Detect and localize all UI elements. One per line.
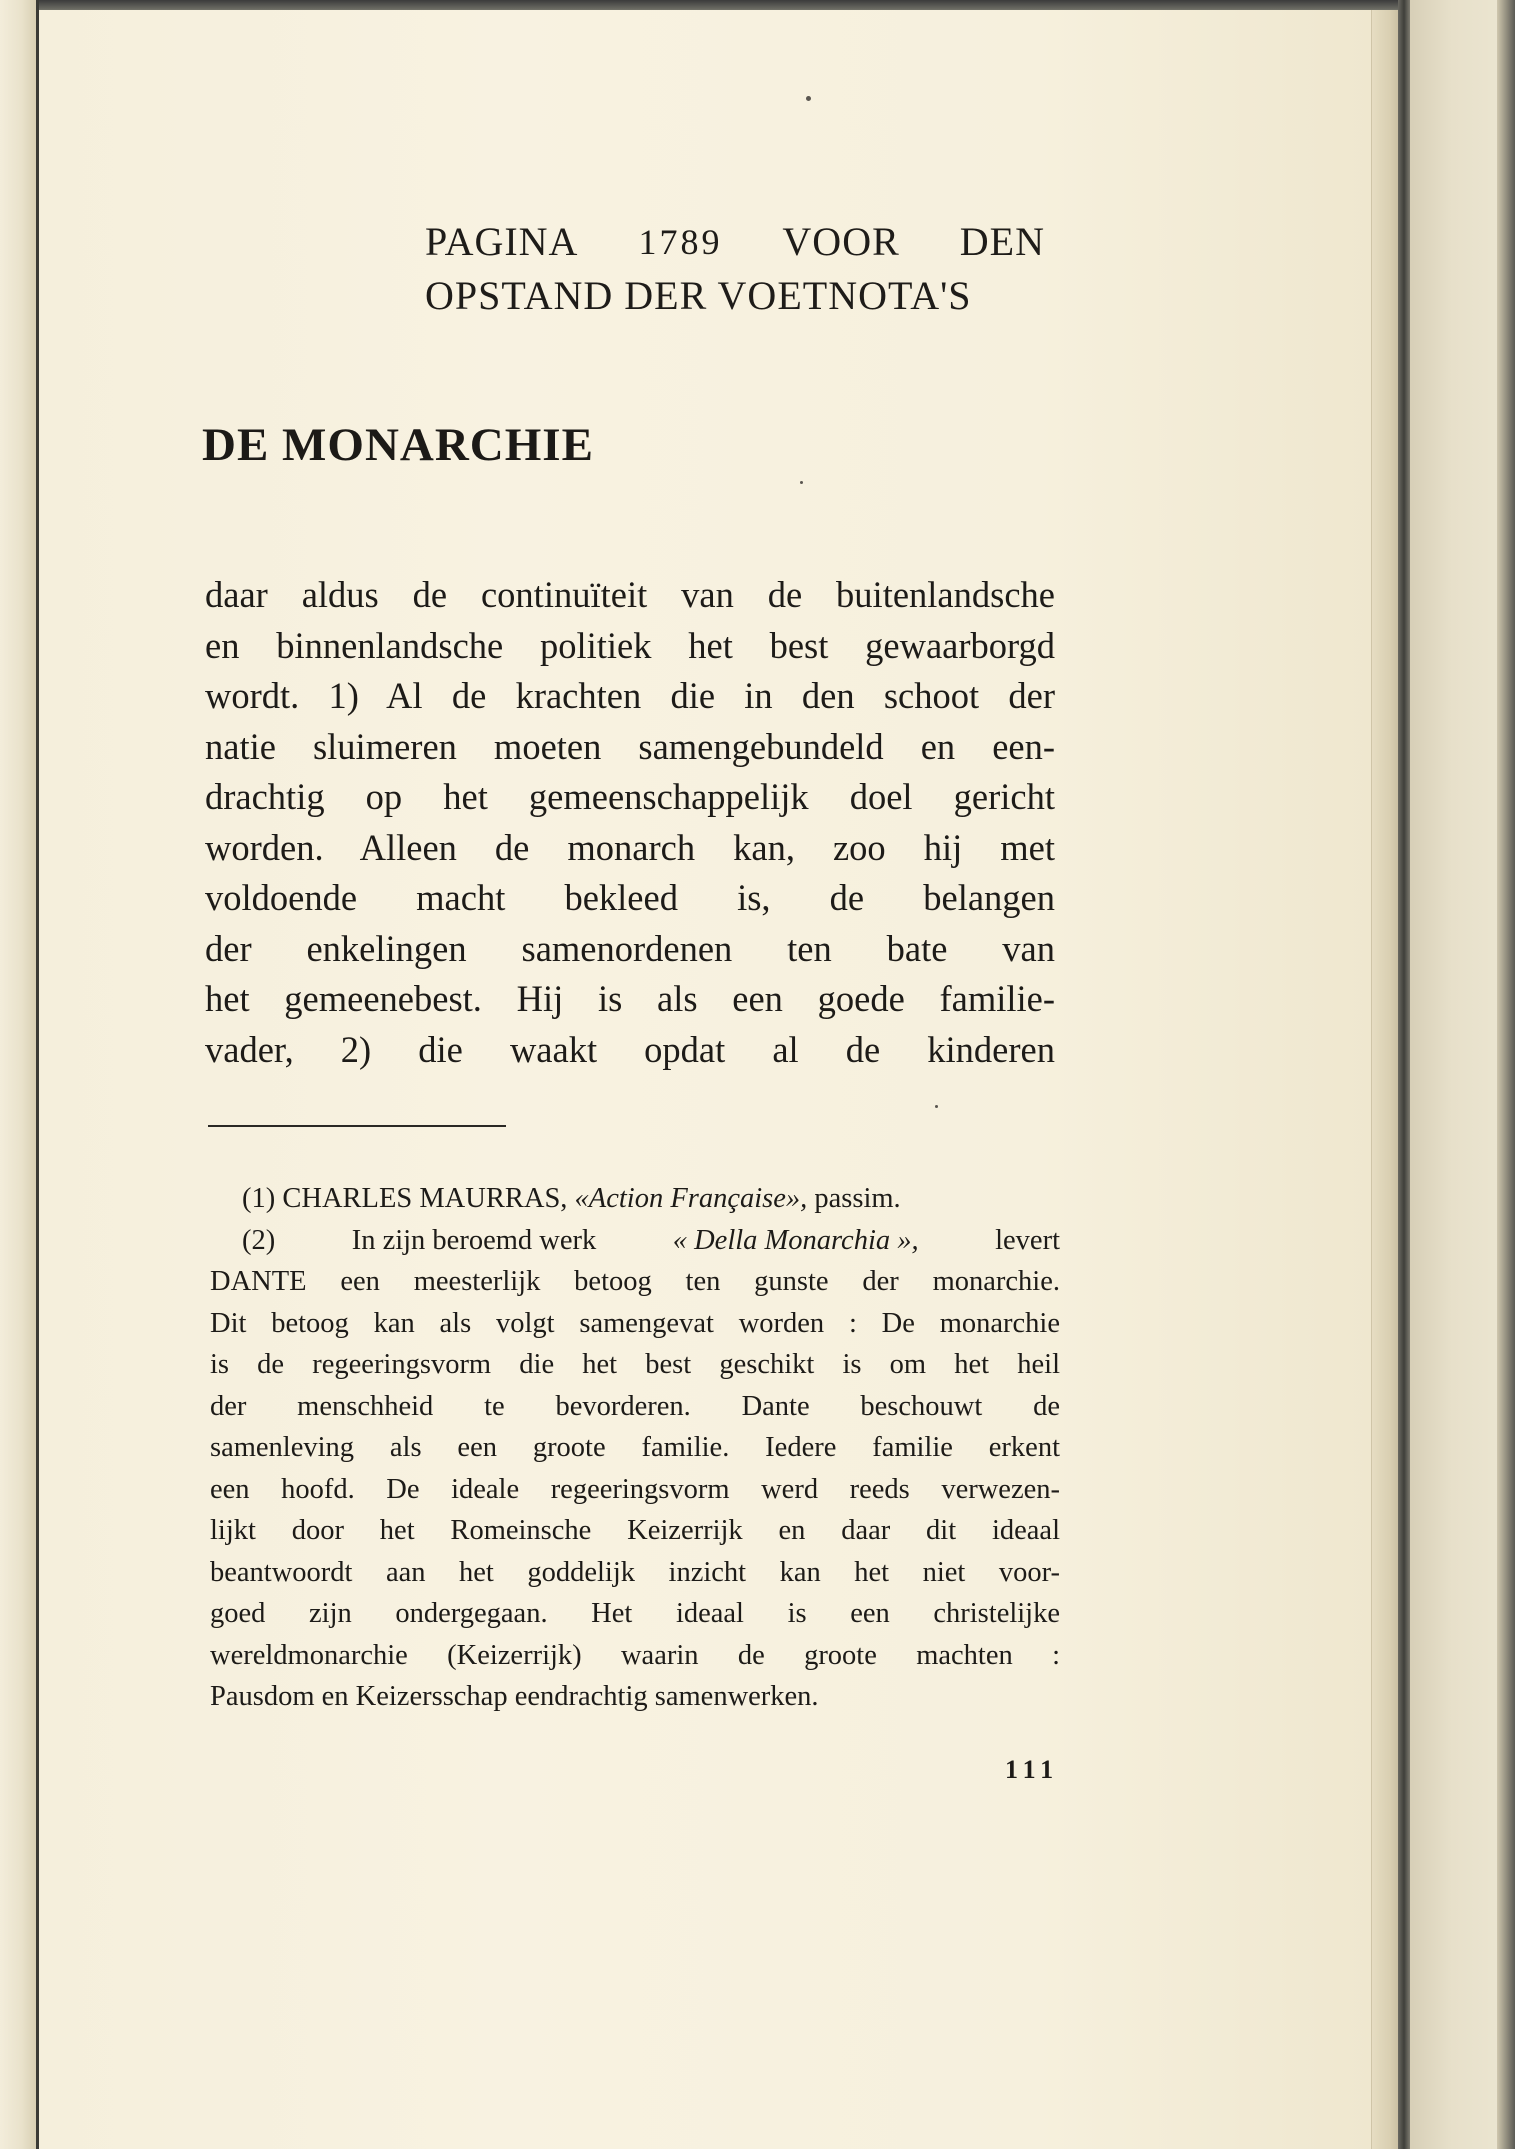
footnote-work-title: «Action Française», — [574, 1183, 808, 1214]
footnote-line: wereldmonarchie (Keizerrijk) waarin de groote machten : — [210, 1639, 1060, 1671]
paper-speck — [935, 1105, 938, 1108]
paper-speck — [800, 481, 803, 484]
footnote-line: der menschheid te bevorderen. Dante beschouwt de — [210, 1390, 1060, 1422]
footnote-line: Pausdom en Keizersschap eendrachtig samenwerken. — [210, 1681, 819, 1712]
body-line: wordt. 1) Al de krachten die in den schoot der — [205, 675, 1055, 716]
body-line: natie sluimeren moeten samengebundeld en een- — [205, 725, 1055, 767]
footnote-line: lijkt door het Romeinsche Keizerrijk en daar dit ideaal — [210, 1515, 1060, 1546]
left-page-edge — [0, 0, 39, 2149]
footnote-work-title: « Della Monarchia », — [672, 1224, 919, 1256]
footnote-line: samenleving als een groote familie. Iedere familie erkent — [210, 1432, 1060, 1463]
paper-speck — [806, 96, 811, 101]
binding-shadow — [1398, 0, 1410, 2149]
body-line: daar aldus de continuïteit van de buitenlandsche — [205, 574, 1055, 615]
body-line: der enkelingen samenordenen ten bate van — [205, 927, 1055, 969]
running-header — [425, 215, 1045, 323]
footnote-suffix: passim. — [814, 1183, 901, 1214]
book-page — [39, 10, 1371, 2149]
footnote-2-first-line — [210, 1220, 1060, 1262]
chapter-title: DE MONARCHIE — [202, 419, 594, 471]
page-number: 111 — [1005, 1755, 1060, 1784]
footnote-1 — [210, 1178, 1060, 1220]
footnote-text: In zijn beroemd werk — [351, 1224, 597, 1256]
body-line: het gemeenebest. Hij is als een goede familie- — [205, 978, 1055, 1019]
body-line: worden. Alleen de monarch kan, zoo hij met — [205, 826, 1055, 868]
footnote-text: levert — [995, 1224, 1060, 1256]
header-year: 1789 — [638, 222, 723, 262]
header-word: VOOR — [782, 219, 900, 264]
header-word: PAGINA — [425, 219, 579, 264]
footnote-line: goed zijn ondergegaan. Het ideaal is een christelijke — [210, 1598, 1060, 1629]
body-line: voldoende macht bekleed is, de belangen — [205, 877, 1055, 918]
body-line: vader, 2) die waakt opdat al de kinderen — [205, 1028, 1055, 1070]
footnotes — [210, 1178, 1060, 1718]
body-line: en binnenlandsche politiek het best gewaarborgd — [205, 624, 1055, 666]
running-header-line-1 — [425, 215, 1045, 269]
footnote-line: DANTE een meesterlijk betoog ten gunste der monarchie. — [210, 1266, 1060, 1297]
footnote-line: een hoofd. De ideale regeeringsvorm werd reeds verwezen- — [210, 1473, 1060, 1505]
adjacent-page-edge — [1497, 0, 1515, 2149]
body-line: drachtig op het gemeenschappelijk doel gericht — [205, 776, 1055, 817]
header-word: DEN — [959, 219, 1045, 264]
footnote-line: beantwoordt aan het goddelijk inzicht kan het niet voor- — [210, 1556, 1060, 1588]
footnote-author: CHARLES MAURRAS, — [282, 1183, 568, 1214]
footnote-marker: (1) — [242, 1183, 276, 1214]
footnote-line: Dit betoog kan als volgt samengevat worden : De monarchie — [210, 1307, 1060, 1339]
footnote-line: is de regeeringsvorm die het best geschikt is om het heil — [210, 1349, 1060, 1380]
body-paragraph — [205, 570, 1055, 1075]
footnote-marker: (2) — [242, 1224, 276, 1256]
running-header-line-2: OPSTAND DER VOETNOTA'S — [425, 273, 972, 318]
footnote-rule — [208, 1125, 506, 1127]
